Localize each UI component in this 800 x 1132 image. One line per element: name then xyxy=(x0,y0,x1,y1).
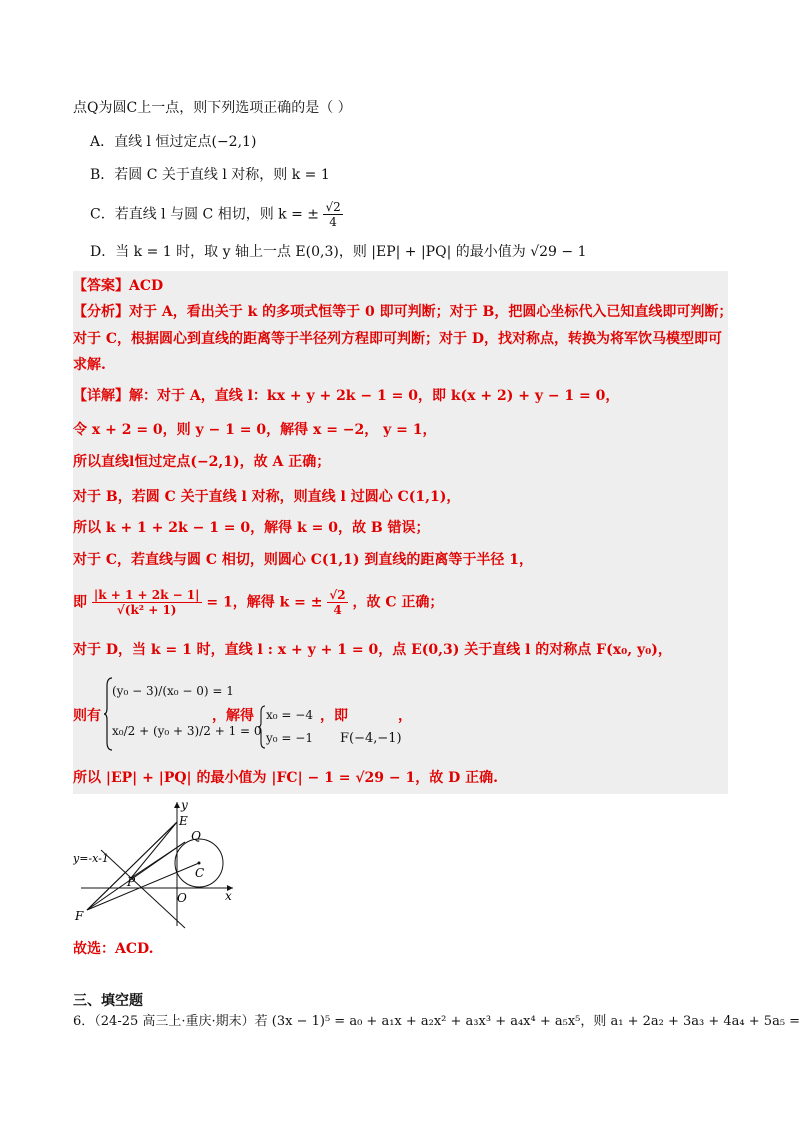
k-fraction xyxy=(327,588,347,617)
detail-7-middle: = 1，解得 k = ± xyxy=(206,594,323,611)
detail-line-2: 令 x + 2 = 0，则 y − 1 = 0，解得 x = −2， y = 1， xyxy=(73,422,437,438)
label-x: x xyxy=(225,889,232,903)
detail-line-8: 对于 D，当 k = 1 时，直线 l : x + y + 1 = 0，点 E(0,3) 关于直线 l 的对称点 F(x₀, y₀)， xyxy=(73,642,672,658)
option-c xyxy=(90,200,343,229)
question-6: 6．（24-25 高三上·重庆·期末）若 (3x − 1)⁵ = a₀ + a₁x + a₂x² + a₃x³ + a₄x⁴ + a₅x⁵，则 a₁ + 2a₂ + 3a₃ + 4a₄ + 5a₅ = xyxy=(73,1014,800,1029)
solution-y0: y₀ = −1 xyxy=(266,731,313,745)
detail-line-4: 对于 B，若圆 C 关于直线 l 对称，则直线 l 过圆心 C(1,1)， xyxy=(73,489,461,505)
option-a: A．直线 l 恒过定点(−2,1) xyxy=(90,134,257,150)
solution-x0: x₀ = −4 xyxy=(266,708,313,722)
analysis-line-2: 对于 C，根据圆心到直线的距离等于半径列方程即可判断；对于 D，找对称点，转换为将军饮马模型即可 xyxy=(73,331,723,347)
detail-9-middle: ，解得 xyxy=(212,708,254,724)
center-dot xyxy=(198,862,201,865)
option-b: B．若圆 C 关于直线 l 对称，则 k = 1 xyxy=(90,167,330,183)
detail-line-7 xyxy=(73,588,443,617)
label-y: y xyxy=(181,798,188,812)
option-c-fraction xyxy=(323,200,342,229)
detail-7-prefix: 即 xyxy=(73,594,87,611)
detail-9-comma: ， xyxy=(398,708,412,724)
question-stem: 点Q为圆C上一点，则下列选项正确的是（ ） xyxy=(73,100,352,116)
detail-9-prefix: 则有 xyxy=(73,708,101,724)
detail-line-1: 【详解】解：对于 A，直线 l：kx + y + 2k − 1 = 0，即 k(x + 2) + y − 1 = 0， xyxy=(73,388,620,404)
system-eq-2: x₀/2 + (y₀ + 3)/2 + 1 = 0 xyxy=(112,724,262,738)
geometry-figure xyxy=(73,798,237,930)
distance-denominator: √(k² + 1) xyxy=(116,603,177,617)
line-equation-label: y=-x-1 xyxy=(73,852,109,865)
detail-line-5: 所以 k + 1 + 2k − 1 = 0，解得 k = 0，故 B 错误； xyxy=(73,520,430,536)
frac-denominator: 4 xyxy=(329,215,337,229)
distance-fraction xyxy=(92,588,202,617)
label-c: C xyxy=(195,866,205,880)
frac-numerator: √2 xyxy=(325,200,341,214)
analysis-line-3: 求解. xyxy=(73,357,106,373)
k-denominator: 4 xyxy=(333,603,342,617)
analysis-line-1: 【分析】对于 A，看出关于 k 的多项式恒等于 0 即可判断；对于 B，把圆心坐标代入已知直线即可判断； xyxy=(73,304,733,320)
detail-line-6: 对于 C，若直线与圆 C 相切，则圆心 C(1,1) 到直线的距离等于半径 1， xyxy=(73,552,534,568)
point-f: F(−4,−1) xyxy=(340,731,402,746)
label-f: F xyxy=(75,909,84,923)
detail-line-3: 所以直线l恒过定点(−2,1)，故 A 正确； xyxy=(73,454,331,470)
conclusion: 故选：ACD. xyxy=(73,941,154,957)
detail-7-suffix: ，故 C 正确； xyxy=(352,594,444,611)
option-d: D．当 k = 1 时，取 y 轴上一点 E(0,3)，则 |EP| + |PQ| 的最小值为 √29 − 1 xyxy=(90,244,587,260)
distance-numerator: |k + 1 + 2k − 1| xyxy=(93,588,200,602)
option-c-text: C．若直线 l 与圆 C 相切，则 k = ± xyxy=(90,206,319,223)
detail-line-10: 所以 |EP| + |PQ| 的最小值为 |FC| − 1 = √29 − 1，故 D 正确. xyxy=(73,770,499,786)
solution-brace xyxy=(258,704,266,750)
detail-9-suffix: ，即 xyxy=(320,708,348,724)
section-heading: 三、填空题 xyxy=(73,993,143,1009)
label-q: Q xyxy=(191,829,201,843)
label-p: P xyxy=(127,875,136,889)
label-e: E xyxy=(179,814,188,828)
system-eq-1: (y₀ − 3)/(x₀ − 0) = 1 xyxy=(112,684,234,698)
k-numerator: √2 xyxy=(329,588,346,602)
label-o: O xyxy=(177,891,187,905)
answer: 【答案】ACD xyxy=(73,278,164,294)
